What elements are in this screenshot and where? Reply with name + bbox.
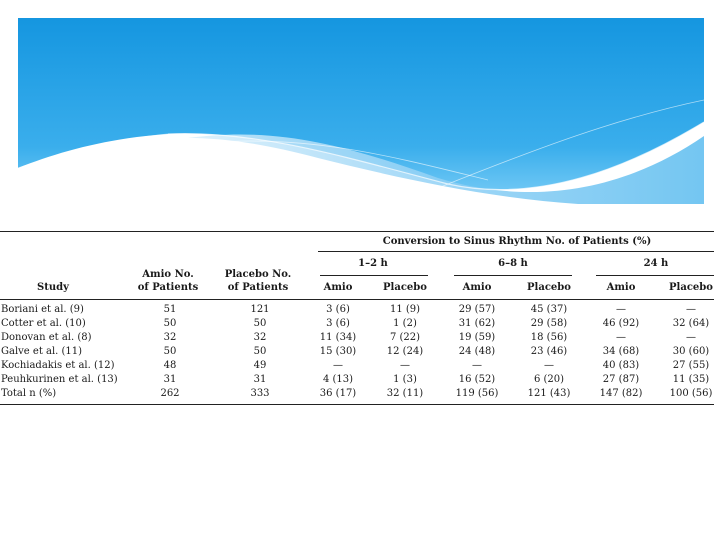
- cell-value: —: [616, 332, 626, 343]
- cell-value: 29 (58): [530, 318, 568, 329]
- col-header-placebo-line2: of Patients: [227, 282, 289, 293]
- group-rule-2: [454, 275, 572, 276]
- cell-study: Boriani et al. (9): [1, 304, 84, 315]
- header-bottom-rule: [0, 299, 714, 300]
- col-header-study: Study: [37, 282, 69, 293]
- cell-value: 11 (35): [672, 374, 710, 385]
- cell-placebo-n: 32: [253, 332, 267, 343]
- cell-value: 11 (9): [389, 304, 421, 315]
- slide-wave-banner: [18, 18, 704, 204]
- subheader-amio-1: Amio: [323, 282, 353, 293]
- spanner-rule: [318, 251, 714, 252]
- cell-value: 18 (56): [530, 332, 568, 343]
- cell-amio-n: 32: [163, 332, 177, 343]
- cell-amio-n: 48: [163, 360, 177, 371]
- col-header-placebo-line1: Placebo No.: [224, 269, 292, 280]
- cell-study: Donovan et al. (8): [1, 332, 92, 343]
- cell-study: Cotter et al. (10): [1, 318, 86, 329]
- subheader-placebo-2: Placebo: [527, 282, 571, 293]
- study-table: [0, 230, 720, 410]
- table-top-rule: [0, 231, 714, 232]
- cell-value: —: [472, 360, 482, 371]
- cell-value: —: [616, 304, 626, 315]
- cell-placebo-n: 333: [250, 388, 270, 399]
- cell-value: 29 (57): [458, 304, 496, 315]
- cell-placebo-n: 49: [253, 360, 267, 371]
- cell-value: 12 (24): [386, 346, 424, 357]
- cell-value: 121 (43): [527, 388, 571, 399]
- subheader-amio-2: Amio: [462, 282, 492, 293]
- cell-value: 16 (52): [458, 374, 496, 385]
- cell-value: 36 (17): [319, 388, 357, 399]
- group-rule-3: [596, 275, 714, 276]
- cell-value: 32 (64): [672, 318, 710, 329]
- cell-value: —: [400, 360, 410, 371]
- cell-placebo-n: 50: [253, 318, 267, 329]
- cell-amio-n: 51: [163, 304, 177, 315]
- cell-value: 15 (30): [319, 346, 357, 357]
- subheader-placebo-1: Placebo: [383, 282, 427, 293]
- cell-value: 1 (3): [393, 374, 417, 385]
- cell-value: 100 (56): [669, 388, 713, 399]
- cell-amio-n: 50: [163, 346, 177, 357]
- cell-value: 119 (56): [455, 388, 499, 399]
- cell-placebo-n: 50: [253, 346, 267, 357]
- cell-value: 24 (48): [458, 346, 496, 357]
- cell-value: 147 (82): [599, 388, 643, 399]
- cell-value: 3 (6): [326, 304, 350, 315]
- cell-study: Total n (%): [1, 388, 57, 399]
- cell-value: 32 (11): [386, 388, 424, 399]
- cell-amio-n: 262: [160, 388, 180, 399]
- cell-value: 3 (6): [326, 318, 350, 329]
- cell-value: 45 (37): [530, 304, 568, 315]
- subheader-amio-3: Amio: [606, 282, 636, 293]
- cell-amio-n: 50: [163, 318, 177, 329]
- cell-value: 31 (62): [458, 318, 496, 329]
- cell-value: —: [686, 304, 696, 315]
- cell-value: 34 (68): [602, 346, 640, 357]
- cell-value: —: [544, 360, 554, 371]
- cell-study: Galve et al. (11): [1, 346, 83, 357]
- time-group-6-8h: 6–8 h: [498, 258, 528, 269]
- cell-value: 4 (13): [322, 374, 354, 385]
- cell-value: 11 (34): [319, 332, 357, 343]
- cell-amio-n: 31: [163, 374, 177, 385]
- cell-value: 46 (92): [602, 318, 640, 329]
- cell-value: 40 (83): [602, 360, 640, 371]
- subheader-placebo-3: Placebo: [669, 282, 713, 293]
- spanner-header: Conversion to Sinus Rhythm No. of Patients (%): [382, 236, 652, 247]
- cell-value: —: [686, 332, 696, 343]
- group-rule-1: [320, 275, 428, 276]
- cell-placebo-n: 121: [250, 304, 270, 315]
- cell-value: 30 (60): [672, 346, 710, 357]
- col-header-amio-line2: of Patients: [137, 282, 199, 293]
- cell-value: 7 (22): [389, 332, 421, 343]
- cell-placebo-n: 31: [253, 374, 267, 385]
- cell-value: 23 (46): [530, 346, 568, 357]
- cell-study: Peuhkurinen et al. (13): [1, 374, 118, 385]
- time-group-1-2h: 1–2 h: [358, 258, 388, 269]
- cell-value: 1 (2): [393, 318, 417, 329]
- cell-value: —: [333, 360, 343, 371]
- col-header-amio-line1: Amio No.: [142, 269, 194, 280]
- table-bottom-rule: [0, 404, 714, 405]
- cell-value: 19 (59): [458, 332, 496, 343]
- cell-value: 27 (87): [602, 374, 640, 385]
- cell-value: 6 (20): [533, 374, 565, 385]
- time-group-24h: 24 h: [643, 258, 669, 269]
- cell-study: Kochiadakis et al. (12): [1, 360, 115, 371]
- cell-value: 27 (55): [672, 360, 710, 371]
